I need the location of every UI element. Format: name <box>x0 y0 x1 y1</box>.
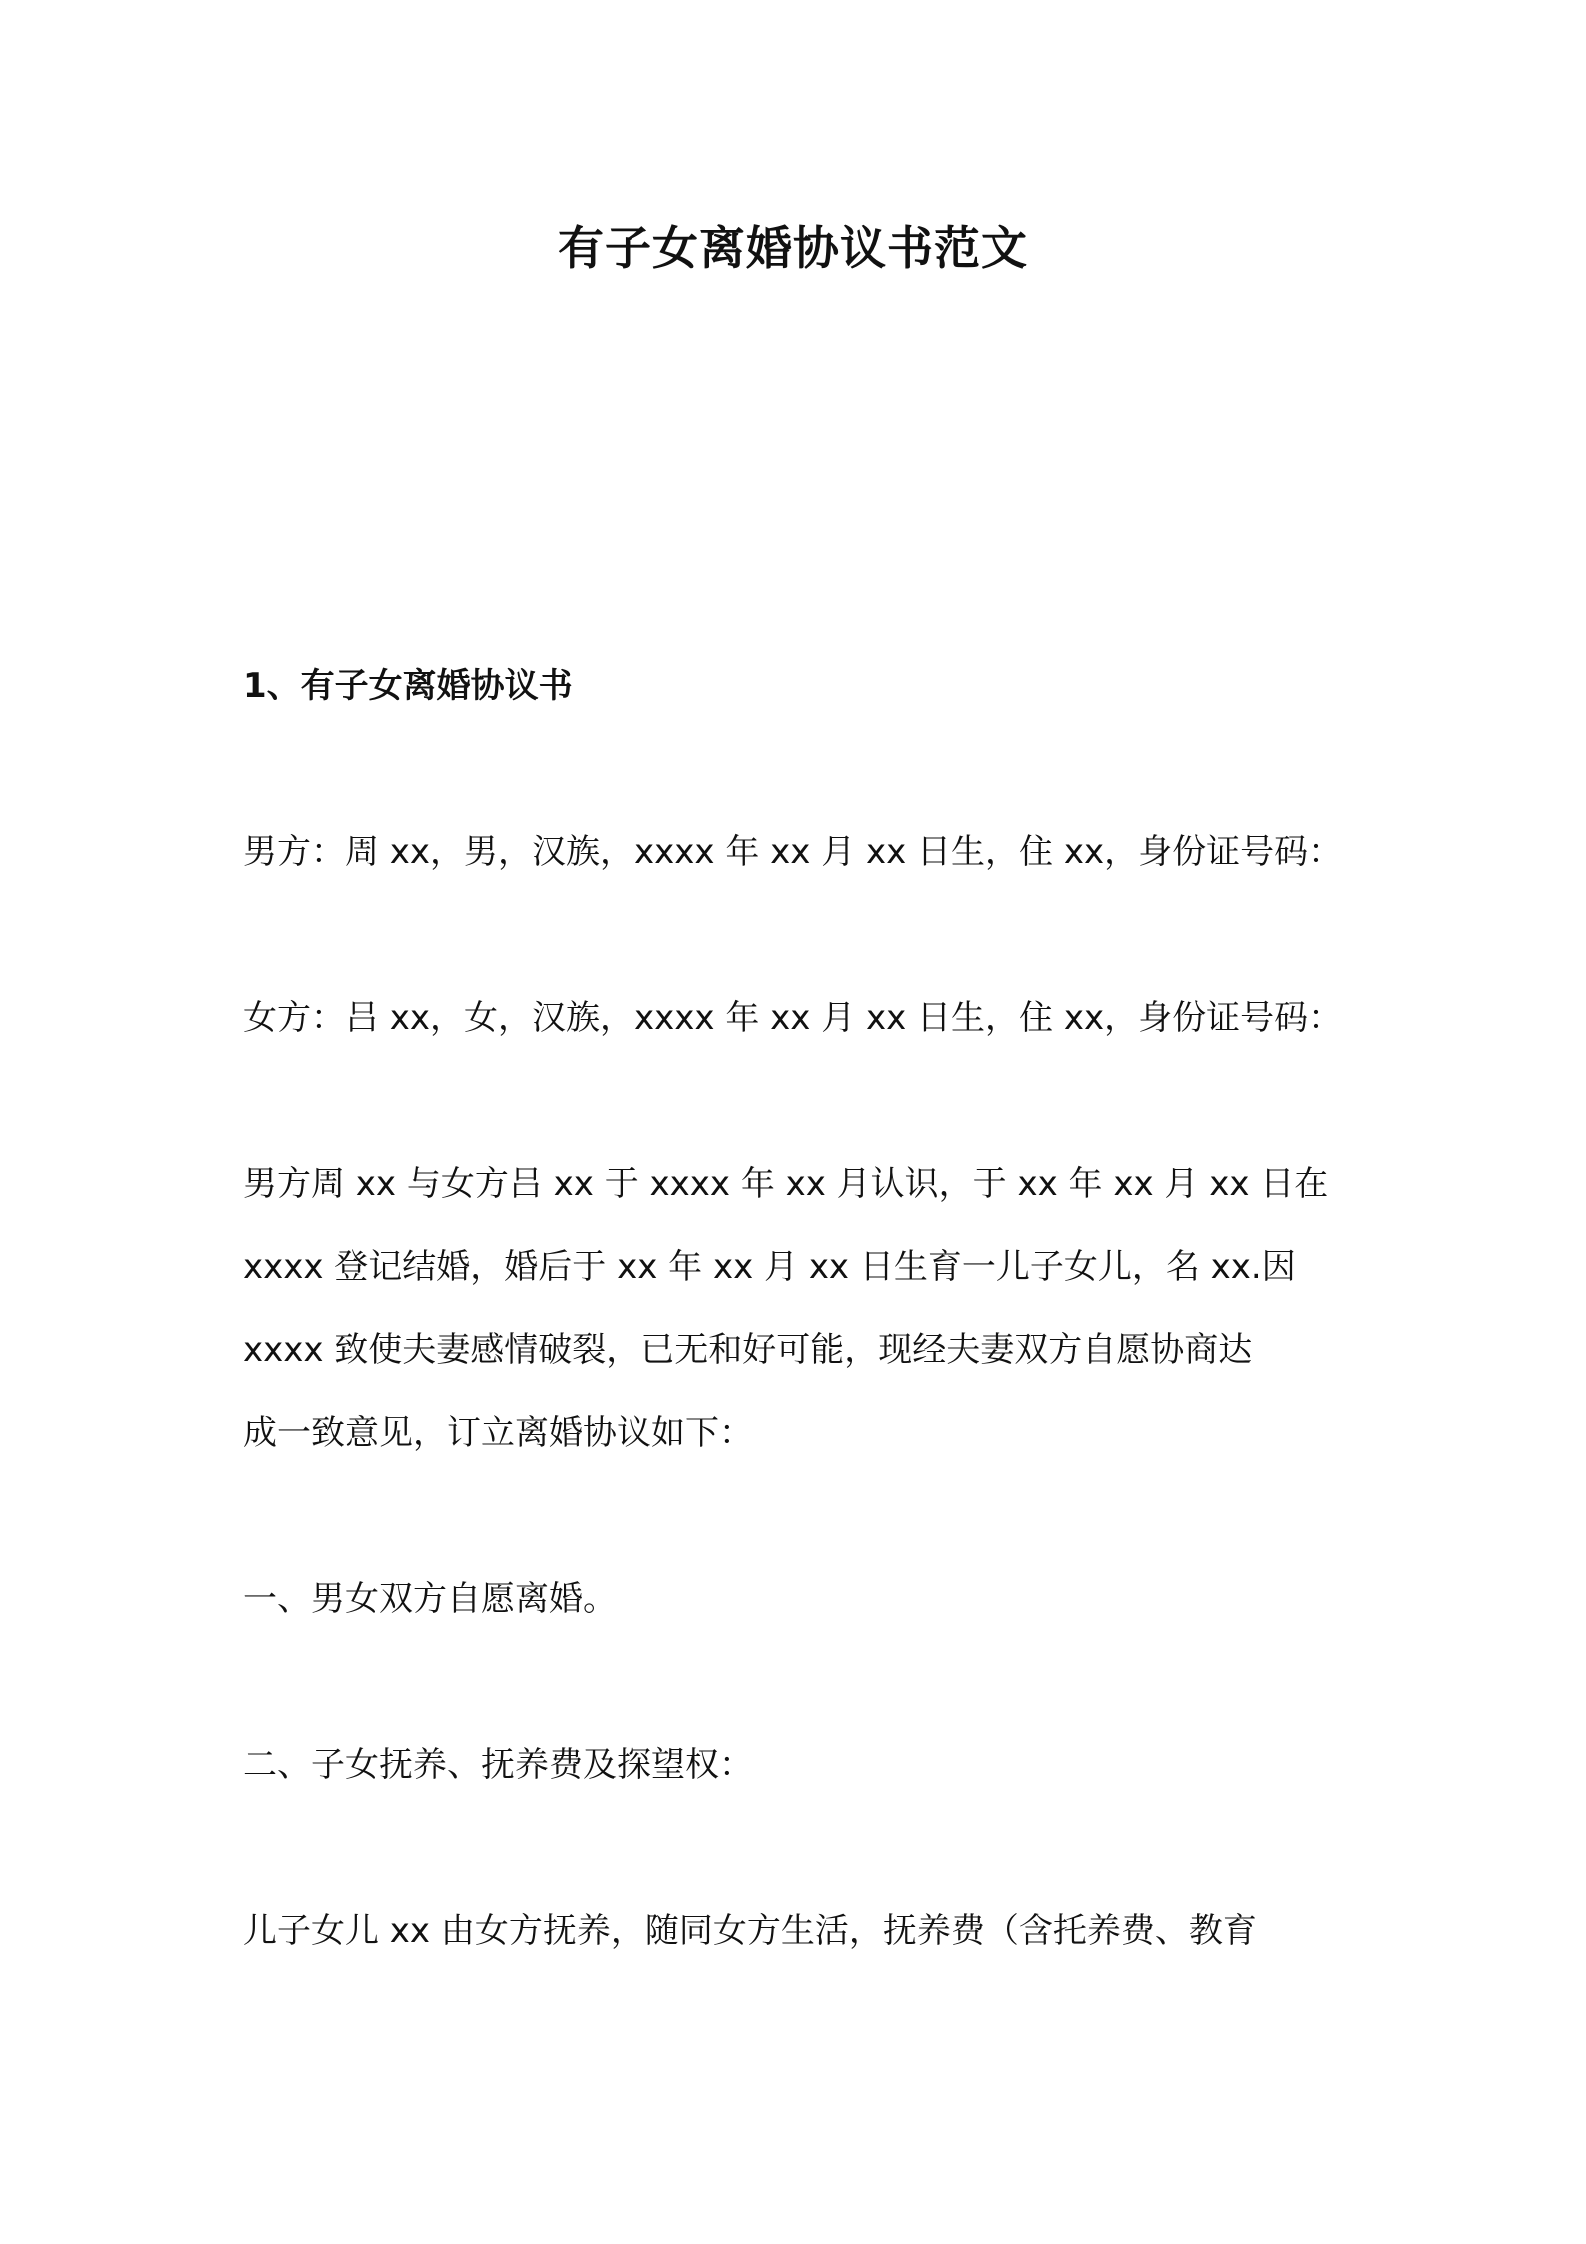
clause-2-body-line-1: 儿子女儿 xx 由女方抚养，随同女方生活，抚养费（含托养费、教育 <box>243 1911 1257 1951</box>
document-title: 有子女离婚协议书范文 <box>558 221 1028 275</box>
section-heading: 1、有子女离婚协议书 <box>243 666 573 706</box>
clause-1-line: 一、男女双方自愿离婚。 <box>243 1579 617 1619</box>
background-line-1: 男方周 xx 与女方吕 xx 于 xxxx 年 xx 月认识，于 xx 年 xx 月 xx 日在 <box>243 1164 1329 1204</box>
female-party-line: 女方：吕 xx，女，汉族，xxxx 年 xx 月 xx 日生，住 xx，身份证号码： <box>243 998 1343 1038</box>
background-line-2: xxxx 登记结婚，婚后于 xx 年 xx 月 xx 日生育一儿子女儿，名 xx.因 <box>243 1247 1296 1287</box>
background-line-3: xxxx 致使夫妻感情破裂，已无和好可能，现经夫妻双方自愿协商达 <box>243 1330 1253 1370</box>
clause-2-heading: 二、子女抚养、抚养费及探望权： <box>243 1745 753 1785</box>
background-line-4: 成一致意见，订立离婚协议如下： <box>243 1413 753 1453</box>
male-party-line: 男方：周 xx，男，汉族，xxxx 年 xx 月 xx 日生，住 xx，身份证号码： <box>243 832 1343 872</box>
